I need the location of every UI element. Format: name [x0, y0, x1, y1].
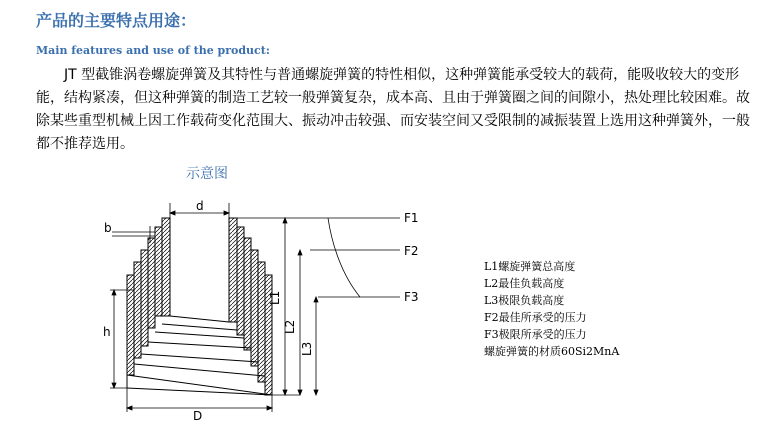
figure-caption: 示意图 — [186, 166, 228, 182]
label-h: h — [103, 325, 111, 339]
label-F1: F1 — [404, 211, 419, 225]
legend-item: L3极限负载高度 — [484, 294, 565, 307]
label-L1: L1 — [268, 290, 282, 305]
legend-item: 螺旋弹簧的材质60Si2MnA — [484, 345, 620, 358]
label-L2: L2 — [283, 319, 297, 334]
legend-item: F3极限所承受的压力 — [484, 328, 587, 341]
label-d: d — [196, 199, 204, 213]
legend-item: F2最佳所承受的压力 — [484, 311, 587, 324]
spring-cross-section — [127, 218, 272, 395]
legend-item: L1螺旋弹簧总高度 — [484, 260, 576, 273]
legend-list — [484, 258, 619, 360]
section-title: 产品的主要特点用途： — [36, 11, 197, 30]
label-L3: L3 — [300, 341, 314, 356]
section-subtitle-english: Main features and use of the product: — [36, 44, 270, 57]
label-D: D — [193, 409, 203, 423]
description-text: JT 型截锥涡卷螺旋弹簧及其特性与普通螺旋弹簧的特性相似，这种弹簧能承受较大的载荷，能吸收较大的变形能，结构紧凑，但这种弹簧的制造工艺较一般弹簧复杂，成本高、且由于弹簧圈之间的间隙小，热处理比较困难。故除某些重型机械上因工作载荷变化范围大、振动冲击较强、而安装空间又受限制的减振装置上选用这种弹簧外，一般都不推荐选用。 — [36, 67, 750, 152]
label-F3: F3 — [404, 290, 419, 304]
legend-item: L2最佳负载高度 — [484, 277, 565, 290]
label-b: b — [104, 221, 112, 235]
label-F2: F2 — [404, 244, 419, 258]
